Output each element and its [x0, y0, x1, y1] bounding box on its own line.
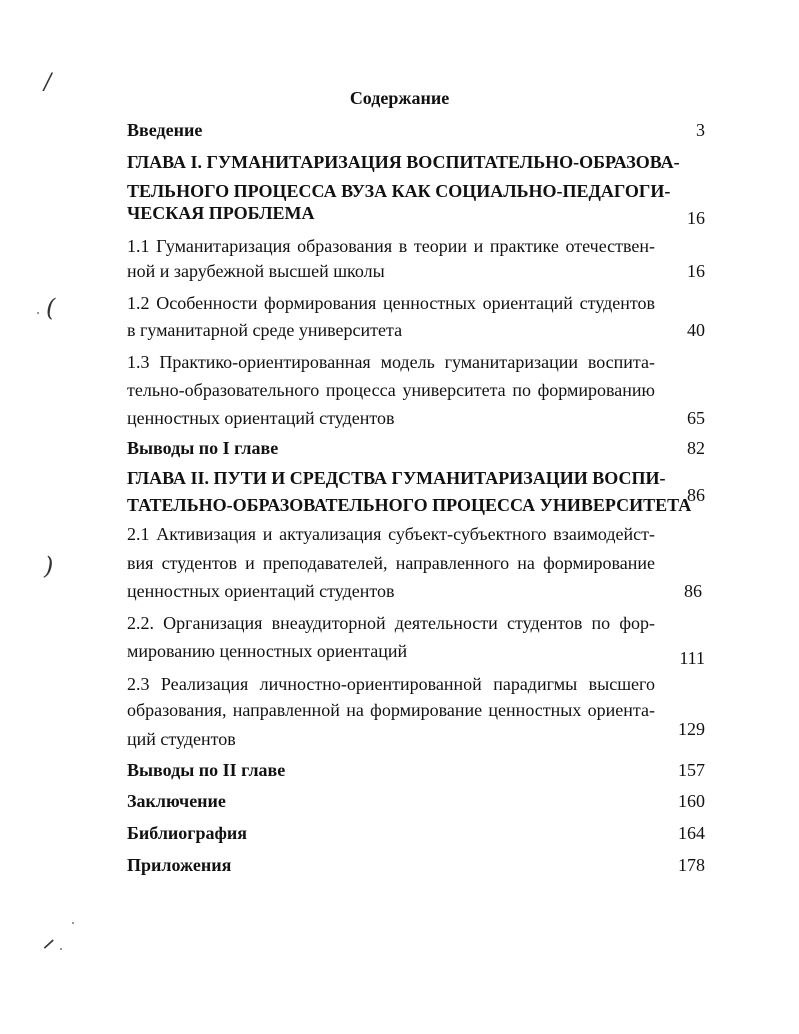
toc-section-1-1-page: 16 — [687, 261, 705, 281]
toc-intro-label: Введение — [127, 120, 203, 140]
page-title: Содержание — [349, 88, 450, 108]
toc-chapter1-line: ГЛАВА I. ГУМАНИТАРИЗАЦИЯ ВОСПИТАТЕЛЬНО-ОБРАЗОВА- — [127, 152, 680, 172]
toc-bibliography-page: 164 — [678, 823, 705, 843]
toc-chapter2-page: 86 — [687, 485, 705, 505]
toc-conclusion-page: 160 — [678, 791, 705, 811]
toc-section-2-2-page: 111 — [679, 648, 705, 668]
toc-conclusions-1-label: Выводы по I главе — [127, 438, 279, 458]
toc-section-2-3-line: ций студентов — [127, 729, 236, 749]
toc-section-2-3-page: 129 — [678, 719, 705, 739]
toc-section-1-1-line: ной и зарубежной высшей школы — [127, 261, 385, 281]
toc-section-2-1-page: 86 — [684, 581, 702, 601]
toc-chapter1-line: ЧЕСКАЯ ПРОБЛЕМА — [127, 203, 315, 223]
toc-section-1-3-line: ценностных ориентаций студентов — [127, 408, 395, 428]
toc-conclusions-1-page: 82 — [687, 438, 705, 458]
toc-section-1-1-line: 1.1 Гуманитаризация образования в теории и практике отечествен- — [127, 236, 655, 256]
toc-appendices-label: Приложения — [127, 855, 232, 875]
toc-section-2-3-line: 2.3 Реализация личностно-ориентированной парадигмы высшего — [127, 674, 655, 694]
toc-section-1-2-line: 1.2 Особенности формирования ценностных ориентаций студентов — [127, 293, 655, 313]
margin-handwriting-mark: / — [44, 70, 52, 95]
toc-chapter2-line: ТАТЕЛЬНО-ОБРАЗОВАТЕЛЬНОГО ПРОЦЕССА УНИВЕРСИТЕТА — [127, 495, 692, 515]
toc-conclusions-2-label: Выводы по II главе — [127, 760, 286, 780]
toc-section-2-2-line: мированию ценностных ориентаций — [127, 641, 408, 661]
toc-chapter1-line: ТЕЛЬНОГО ПРОЦЕССА ВУЗА КАК СОЦИАЛЬНО-ПЕДАГОГИ- — [127, 181, 671, 201]
margin-handwriting-mark: ᐟ — [40, 935, 52, 965]
toc-section-2-1-line: ценностных ориентаций студентов — [127, 581, 395, 601]
margin-speck — [37, 312, 39, 314]
toc-section-1-2-page: 40 — [687, 320, 705, 340]
margin-speck — [60, 948, 62, 950]
toc-conclusion-label: Заключение — [127, 791, 226, 811]
margin-speck — [72, 922, 74, 924]
margin-handwriting-mark: ( — [46, 294, 56, 322]
toc-section-1-3-line: тельно-образовательного процесса университета по формированию — [127, 380, 655, 400]
toc-section-1-3-line: 1.3 Практико-ориентированная модель гуманитаризации воспита- — [127, 352, 655, 372]
toc-bibliography-label: Библиография — [127, 823, 248, 843]
toc-section-1-2-line: в гуманитарной среде университета — [127, 320, 403, 340]
toc-section-2-1-line: вия студентов и преподавателей, направленного на формирование — [127, 553, 655, 573]
toc-conclusions-2-page: 157 — [678, 760, 705, 780]
toc-section-2-3-line: образования, направленной на формирование ценностных ориента- — [127, 700, 655, 720]
toc-chapter1-page: 16 — [687, 208, 705, 228]
toc-chapter2-line: ГЛАВА II. ПУТИ И СРЕДСТВА ГУМАНИТАРИЗАЦИИ ВОСПИ- — [127, 468, 666, 488]
toc-section-2-2-line: 2.2. Организация внеаудиторной деятельности студентов по фор- — [127, 613, 655, 633]
toc-appendices-page: 178 — [678, 855, 705, 875]
toc-section-1-3-page: 65 — [687, 408, 705, 428]
margin-handwriting-mark: ) — [44, 552, 54, 580]
toc-section-2-1-line: 2.1 Активизация и актуализация субъект-субъектного взаимодейст- — [127, 524, 655, 544]
toc-intro-page: 3 — [696, 120, 705, 140]
